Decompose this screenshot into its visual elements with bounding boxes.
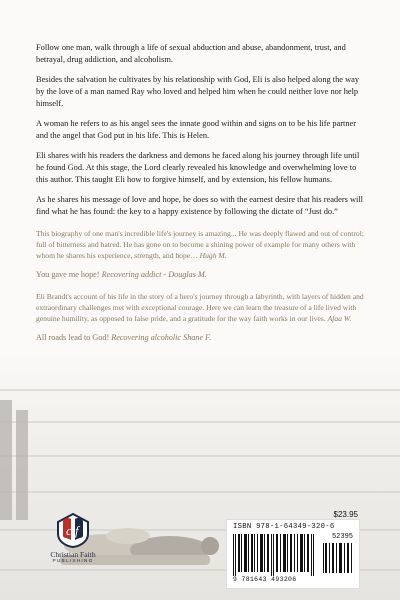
publisher-logo [38, 512, 108, 564]
testimonial-4 [36, 332, 366, 344]
testimonial-4-attribution: Recovering alcoholic Shane F. [111, 333, 212, 342]
testimonial-1 [36, 228, 366, 261]
barcode-digits: 9 781643 493206 [233, 576, 297, 583]
testimonial-3-text: Eli Brandt's account of his life in the story of a hero's journey through a labyrinth, with layers of hidden and extraordinary challenges met with exceptional courage. Here we can learn the treasure of a life lived with genuine humility, as opposed to false pride, and a gratitude for the way faith works in our lives. [36, 292, 364, 323]
blurb-paragraph-1: Follow one man, walk through a life of sexual abduction and abuse, abandonment, trust, and betrayal, drug addiction, and alcoholism. [36, 43, 346, 64]
price-label: $23.95 [333, 510, 358, 519]
testimonial-2 [36, 269, 366, 281]
testimonial-4-text: All roads lead to God! [36, 333, 112, 342]
testimonial-3-attribution: Afaa W. [327, 314, 352, 323]
blurb-paragraph-5: As he shares his message of love and hope, he does so with the earnest desire that his readers will find what he has found: the key to a happy existence by following the dictate of “Just do.” [36, 195, 364, 216]
barcode-panel [226, 519, 360, 589]
supplement-barcode-icon [323, 543, 353, 573]
publisher-subtitle: PUBLISHING [52, 559, 94, 564]
blurb-paragraph-2: Besides the salvation he cultivates by his relationship with God, Eli is also helped along the way by the love of a man named Ray who loved and helped him when he could neither love nor help himself. [36, 75, 360, 108]
svg-text:c: c [66, 523, 72, 538]
testimonial-1-text: This biography of one man's incredible life's journey is amazing... He was deeply flawed and out of control; full of bitterness and hatred. He has gone on to become a shining power of example for many others with whom he shares his experience, strength, and hope… [36, 229, 364, 260]
testimonial-2-attribution: Recovering addict - Douglas M. [101, 270, 207, 279]
cf-monogram-logo-icon [54, 512, 92, 548]
svg-text:f: f [75, 523, 79, 538]
ean-barcode-icon [233, 534, 317, 576]
testimonial-3 [36, 291, 366, 324]
testimonial-1-attribution: Hugh M. [199, 251, 227, 260]
isbn-number: ISBN 978-1-64349-320-6 [233, 523, 335, 531]
price-code: 52395 [331, 533, 353, 541]
testimonial-2-text: You gave me hope! [36, 270, 102, 279]
publisher-name: Christian Faith [50, 550, 96, 559]
blurb-paragraph-3: A woman he refers to as his angel sees the innate good within and signs on to be his life partner and the angel that God put in his life. This is Helen. [36, 119, 357, 140]
back-cover-text [36, 34, 366, 354]
blurb-paragraph-4: Eli shares with his readers the darkness and demons he faced along his journey through life until he found God. At this stage, the Lord clearly revealed his knowledge and overwhelming love to this author. This taught Eli how to forgive himself, and by extension, his fellow humans. [36, 151, 360, 184]
